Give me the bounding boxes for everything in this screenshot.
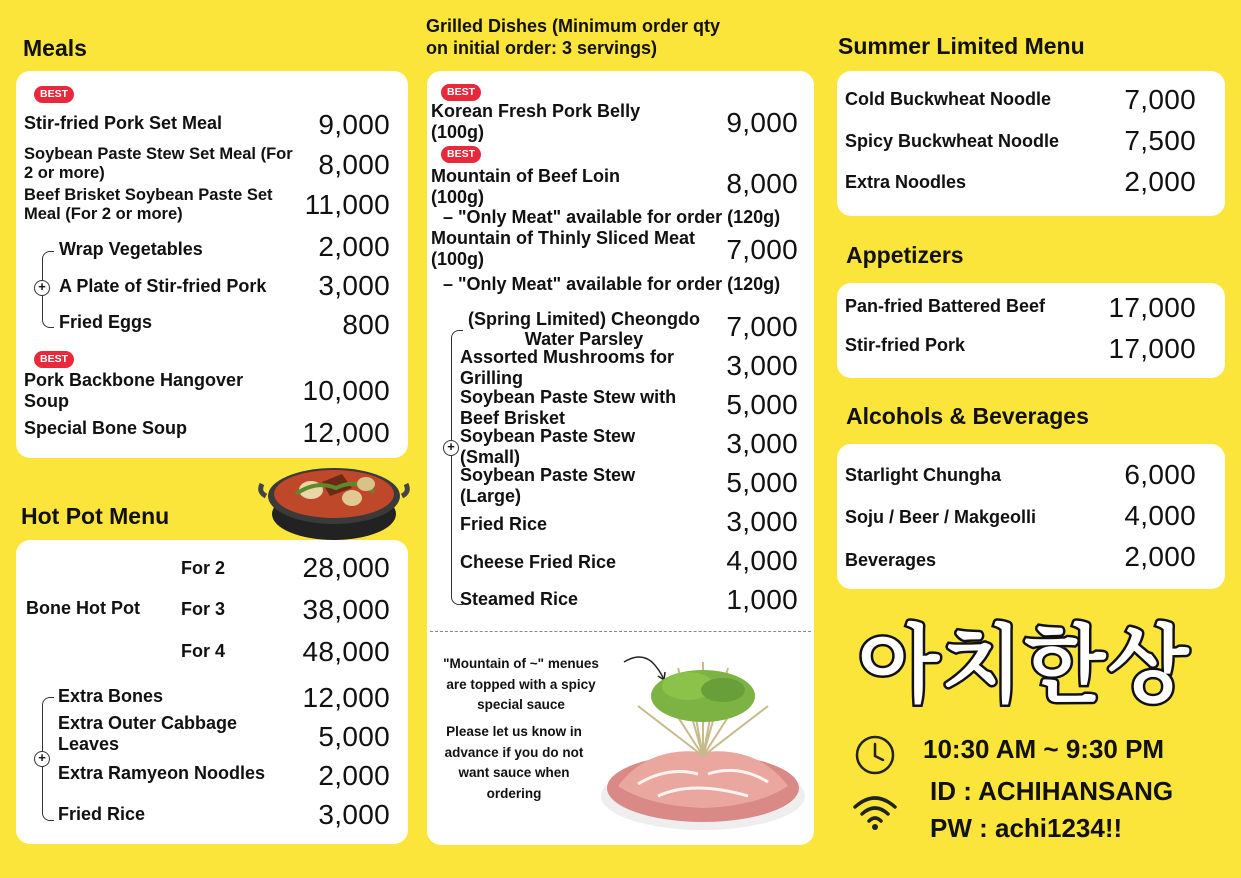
menu-item-name: Special Bone Soup bbox=[24, 418, 188, 438]
menu-item-price: 6,000 bbox=[1124, 459, 1196, 490]
grilled-item-name: Korean Fresh Pork Belly (100g) bbox=[431, 101, 641, 142]
addon-price: 3,000 bbox=[318, 799, 390, 830]
menu-item-name: Cold Buckwheat Noodle bbox=[845, 89, 1052, 109]
addon-price: 12,000 bbox=[302, 682, 390, 713]
wifi-icon bbox=[851, 793, 899, 833]
addon-price: 3,000 bbox=[318, 270, 390, 301]
summer-title: Summer Limited Menu bbox=[838, 33, 1085, 59]
meat-image bbox=[598, 656, 808, 836]
menu-item-price: 7,500 bbox=[1124, 125, 1196, 156]
menu-item-name: Stir-fried Pork bbox=[845, 335, 966, 355]
hotpot-title: Hot Pot Menu bbox=[21, 503, 170, 529]
addon-price: 5,000 bbox=[318, 721, 390, 752]
menu-item-name: Soybean Paste Stew Set Meal (For 2 or more) bbox=[24, 145, 293, 182]
hotpot-size-price: 38,000 bbox=[302, 594, 390, 625]
grilled-item-note: – "Only Meat" available for order (120g) bbox=[443, 274, 781, 294]
menu-item-name: Starlight Chungha bbox=[845, 465, 1001, 485]
appetizers-title: Appetizers bbox=[846, 242, 964, 268]
hotpot-size-label: For 4 bbox=[181, 641, 226, 661]
addon-name: Extra Bones bbox=[58, 686, 164, 706]
dashed-divider bbox=[430, 631, 811, 632]
menu-item-price: 2,000 bbox=[1124, 166, 1196, 197]
hotpot-size-label: For 3 bbox=[181, 599, 226, 619]
menu-item-price: 17,000 bbox=[1108, 292, 1196, 323]
menu-item-name: Spicy Buckwheat Noodle bbox=[845, 131, 1060, 151]
addon-name: (Spring Limited) Cheongdo Water Parsley bbox=[468, 309, 700, 349]
menu-item-name: Pan-fried Battered Beef bbox=[845, 296, 1046, 316]
addon-price: 3,000 bbox=[726, 428, 798, 459]
grilled-item-price: 9,000 bbox=[726, 107, 798, 138]
wifi-password: PW : achi1234!! bbox=[930, 813, 1123, 843]
best-badge: BEST bbox=[34, 86, 74, 103]
grilled-item-price: 8,000 bbox=[726, 168, 798, 199]
menu-item-price: 17,000 bbox=[1108, 333, 1196, 364]
menu-item-price: 2,000 bbox=[1124, 541, 1196, 572]
menu-item-price: 10,000 bbox=[302, 375, 390, 406]
addon-price: 5,000 bbox=[726, 467, 798, 498]
addon-name: A Plate of Stir-fried Pork bbox=[59, 276, 267, 296]
addon-name: Fried Eggs bbox=[59, 312, 153, 332]
menu-item-price: 11,000 bbox=[304, 189, 390, 220]
menu-item-price: 4,000 bbox=[1124, 500, 1196, 531]
addon-price: 2,000 bbox=[318, 760, 390, 791]
drinks-title: Alcohols & Beverages bbox=[846, 403, 1089, 429]
best-badge: BEST bbox=[441, 146, 481, 163]
sauce-advance-note: Please let us know in advance if you do not want sauce when ordering bbox=[444, 724, 584, 801]
hotpot-size-price: 48,000 bbox=[302, 636, 390, 667]
addon-price: 7,000 bbox=[726, 311, 798, 342]
menu-item-name: Soju / Beer / Makgeolli bbox=[845, 507, 1037, 527]
menu-item-price: 12,000 bbox=[302, 417, 390, 448]
sauce-note: "Mountain of ~" menues are topped with a spicy special sauce bbox=[443, 656, 599, 712]
opening-hours: 10:30 AM ~ 9:30 PM bbox=[923, 734, 1165, 764]
addon-name: Extra Outer Cabbage Leaves bbox=[58, 713, 238, 754]
menu-item-name: Extra Noodles bbox=[845, 172, 967, 192]
addon-name: Soybean Paste Stew with Beef Brisket bbox=[460, 387, 677, 428]
hotpot-item-name: Bone Hot Pot bbox=[26, 598, 140, 618]
wifi-id: ID : ACHIHANSANG bbox=[930, 776, 1174, 806]
menu-item-price: 8,000 bbox=[318, 149, 390, 180]
addon-name: Cheese Fried Rice bbox=[460, 552, 617, 572]
grilled-title: Grilled Dishes (Minimum order qty on initial order: 3 servings) bbox=[426, 16, 721, 58]
menu-item-price: 7,000 bbox=[1124, 84, 1196, 115]
grilled-item-name: Mountain of Beef Loin (100g) bbox=[431, 166, 620, 207]
plus-icon: + bbox=[34, 280, 50, 296]
best-badge: BEST bbox=[34, 351, 74, 368]
addon-price: 800 bbox=[342, 309, 390, 340]
menu-item-name: Pork Backbone Hangover Soup bbox=[24, 370, 244, 411]
addon-name: Fried Rice bbox=[58, 804, 146, 824]
hotpot-size-price: 28,000 bbox=[302, 552, 390, 583]
addon-price: 2,000 bbox=[318, 231, 390, 262]
addon-name: Extra Ramyeon Noodles bbox=[58, 763, 266, 783]
addon-price: 5,000 bbox=[726, 389, 798, 420]
addon-price: 1,000 bbox=[726, 584, 798, 615]
addon-name: Soybean Paste Stew (Large) bbox=[460, 465, 636, 506]
addon-name: Soybean Paste Stew (Small) bbox=[460, 426, 636, 467]
grilled-item-name: Mountain of Thinly Sliced Meat (100g) bbox=[431, 228, 696, 269]
addon-name: Assorted Mushrooms for Grilling bbox=[460, 347, 675, 388]
addon-name: Wrap Vegetables bbox=[59, 239, 203, 259]
grilled-item-price: 7,000 bbox=[726, 234, 798, 265]
hotpot-image bbox=[256, 452, 412, 544]
hotpot-size-label: For 2 bbox=[181, 558, 226, 578]
addon-price: 3,000 bbox=[726, 350, 798, 381]
best-badge: BEST bbox=[441, 84, 481, 101]
menu-item-name: Beef Brisket Soybean Paste Set Meal (For 2 or more) bbox=[24, 186, 273, 223]
menu-item-price: 9,000 bbox=[318, 109, 390, 140]
brand-logo: 아치한상 bbox=[858, 618, 1191, 712]
clock-icon bbox=[854, 734, 896, 776]
plus-icon: + bbox=[34, 751, 50, 767]
menu-item-name: Stir-fried Pork Set Meal bbox=[24, 113, 223, 133]
addon-name: Steamed Rice bbox=[460, 589, 579, 609]
menu-item-name: Beverages bbox=[845, 550, 937, 570]
addon-price: 3,000 bbox=[726, 506, 798, 537]
meals-title: Meals bbox=[23, 35, 87, 61]
addon-name: Fried Rice bbox=[460, 514, 548, 534]
plus-icon: + bbox=[443, 440, 459, 456]
addon-price: 4,000 bbox=[726, 545, 798, 576]
grilled-item-note: – "Only Meat" available for order (120g) bbox=[443, 207, 781, 227]
